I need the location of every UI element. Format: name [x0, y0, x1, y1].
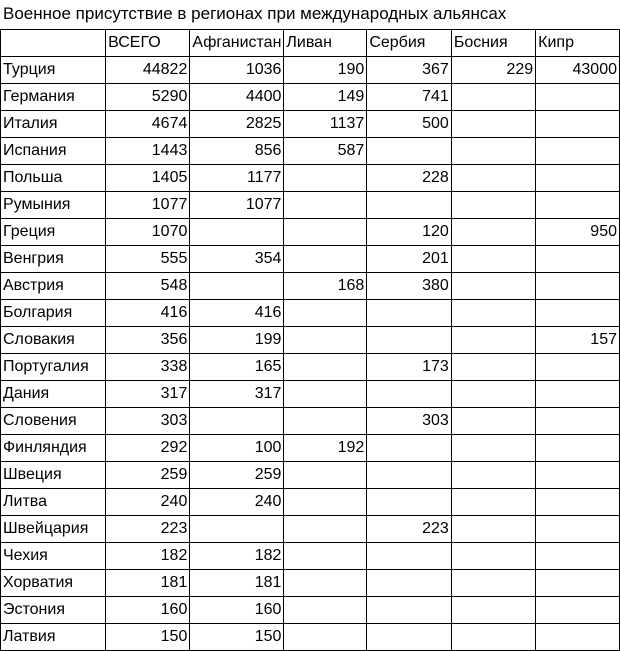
value-cell[interactable] — [284, 489, 367, 516]
table-row — [1, 489, 620, 516]
table-row — [1, 111, 620, 138]
value-cell[interactable]: 2825 — [190, 111, 284, 138]
value-cell[interactable] — [451, 165, 535, 192]
value-cell[interactable] — [536, 570, 620, 597]
value-cell[interactable] — [536, 300, 620, 327]
row-label-cell[interactable]: Болгария — [1, 300, 106, 327]
column-header[interactable]: Ливан — [284, 30, 367, 57]
value-cell[interactable] — [451, 489, 535, 516]
value-cell[interactable]: 181 — [190, 570, 284, 597]
value-cell[interactable] — [367, 435, 451, 462]
value-cell[interactable] — [536, 489, 620, 516]
row-label-cell[interactable]: Австрия — [1, 273, 106, 300]
row-label-cell[interactable]: Латвия — [1, 624, 106, 651]
table-row — [1, 246, 620, 273]
value-cell[interactable] — [367, 327, 451, 354]
value-cell[interactable]: 317 — [106, 381, 190, 408]
row-label-cell[interactable]: Румыния — [1, 192, 106, 219]
row-label-cell[interactable]: Португалия — [1, 354, 106, 381]
value-cell[interactable]: 229 — [451, 57, 535, 84]
value-cell[interactable]: 182 — [190, 543, 284, 570]
value-cell[interactable] — [284, 300, 367, 327]
value-cell[interactable] — [536, 597, 620, 624]
value-cell[interactable]: 1077 — [106, 192, 190, 219]
value-cell[interactable]: 201 — [367, 246, 451, 273]
value-cell[interactable] — [451, 462, 535, 489]
value-cell[interactable]: 149 — [284, 84, 367, 111]
value-cell[interactable]: 259 — [190, 462, 284, 489]
table-row — [1, 300, 620, 327]
row-label-cell[interactable]: Литва — [1, 489, 106, 516]
value-cell[interactable] — [536, 462, 620, 489]
table-row — [1, 219, 620, 246]
value-cell[interactable] — [451, 570, 535, 597]
value-cell[interactable] — [451, 597, 535, 624]
value-cell[interactable]: 356 — [106, 327, 190, 354]
value-cell[interactable]: 548 — [106, 273, 190, 300]
value-cell[interactable] — [284, 462, 367, 489]
column-header[interactable]: ВСЕГО — [106, 30, 190, 57]
row-label-cell[interactable]: Чехия — [1, 543, 106, 570]
row-label-cell[interactable]: Венгрия — [1, 246, 106, 273]
value-cell[interactable] — [367, 624, 451, 651]
value-cell[interactable]: 380 — [367, 273, 451, 300]
row-label-cell[interactable]: Испания — [1, 138, 106, 165]
value-cell[interactable]: 223 — [367, 516, 451, 543]
value-cell[interactable] — [367, 138, 451, 165]
value-cell[interactable] — [367, 597, 451, 624]
table-row — [1, 435, 620, 462]
value-cell[interactable] — [451, 192, 535, 219]
row-label-cell[interactable]: Швейцария — [1, 516, 106, 543]
value-cell[interactable]: 1077 — [190, 192, 284, 219]
value-cell[interactable]: 338 — [106, 354, 190, 381]
value-cell[interactable]: 856 — [190, 138, 284, 165]
row-label-cell[interactable]: Германия — [1, 84, 106, 111]
value-cell[interactable]: 43000 — [536, 57, 620, 84]
value-cell[interactable]: 1137 — [284, 111, 367, 138]
value-cell[interactable] — [190, 516, 284, 543]
table-row — [1, 57, 620, 84]
value-cell[interactable] — [451, 84, 535, 111]
value-cell[interactable]: 259 — [106, 462, 190, 489]
row-label-cell[interactable]: Словакия — [1, 327, 106, 354]
value-cell[interactable]: 100 — [190, 435, 284, 462]
value-cell[interactable] — [536, 543, 620, 570]
row-label-cell[interactable]: Италия — [1, 111, 106, 138]
value-cell[interactable]: 587 — [284, 138, 367, 165]
value-cell[interactable]: 192 — [284, 435, 367, 462]
value-cell[interactable] — [451, 246, 535, 273]
value-cell[interactable] — [367, 192, 451, 219]
value-cell[interactable]: 741 — [367, 84, 451, 111]
table-row — [1, 597, 620, 624]
value-cell[interactable] — [451, 435, 535, 462]
value-cell[interactable]: 950 — [536, 219, 620, 246]
value-cell[interactable] — [284, 246, 367, 273]
value-cell[interactable]: 150 — [190, 624, 284, 651]
value-cell[interactable] — [190, 408, 284, 435]
value-cell[interactable]: 5290 — [106, 84, 190, 111]
value-cell[interactable]: 165 — [190, 354, 284, 381]
value-cell[interactable]: 416 — [190, 300, 284, 327]
row-label-cell[interactable]: Словения — [1, 408, 106, 435]
value-cell[interactable] — [284, 408, 367, 435]
value-cell[interactable] — [536, 111, 620, 138]
value-cell[interactable]: 120 — [367, 219, 451, 246]
value-cell[interactable]: 1036 — [190, 57, 284, 84]
value-cell[interactable] — [367, 381, 451, 408]
value-cell[interactable] — [536, 408, 620, 435]
row-label-cell[interactable]: Греция — [1, 219, 106, 246]
value-cell[interactable] — [284, 354, 367, 381]
value-cell[interactable] — [451, 300, 535, 327]
value-cell[interactable] — [451, 111, 535, 138]
column-header[interactable]: Кипр — [536, 30, 620, 57]
value-cell[interactable]: 44822 — [106, 57, 190, 84]
row-label-cell[interactable]: Турция — [1, 57, 106, 84]
table-row — [1, 327, 620, 354]
value-cell[interactable]: 199 — [190, 327, 284, 354]
value-cell[interactable] — [451, 543, 535, 570]
value-cell[interactable] — [536, 246, 620, 273]
value-cell[interactable]: 367 — [367, 57, 451, 84]
value-cell[interactable] — [284, 219, 367, 246]
table-row — [1, 516, 620, 543]
value-cell[interactable]: 160 — [190, 597, 284, 624]
value-cell[interactable]: 4674 — [106, 111, 190, 138]
value-cell[interactable]: 1070 — [106, 219, 190, 246]
value-cell[interactable]: 416 — [106, 300, 190, 327]
table-row — [1, 84, 620, 111]
value-cell[interactable]: 1405 — [106, 165, 190, 192]
value-cell[interactable] — [536, 84, 620, 111]
value-cell[interactable]: 555 — [106, 246, 190, 273]
table-row — [1, 624, 620, 651]
value-cell[interactable]: 303 — [106, 408, 190, 435]
value-cell[interactable]: 157 — [536, 327, 620, 354]
value-cell[interactable] — [451, 354, 535, 381]
value-cell[interactable] — [284, 192, 367, 219]
value-cell[interactable] — [284, 570, 367, 597]
value-cell[interactable] — [536, 192, 620, 219]
value-cell[interactable] — [536, 165, 620, 192]
header-row — [1, 30, 620, 57]
value-cell[interactable]: 240 — [106, 489, 190, 516]
value-cell[interactable] — [367, 489, 451, 516]
value-cell[interactable]: 354 — [190, 246, 284, 273]
row-label-cell[interactable]: Хорватия — [1, 570, 106, 597]
value-cell[interactable] — [536, 354, 620, 381]
sheet-title: Военное присутствие в регионах при международных альянсах — [3, 4, 507, 23]
data-table — [0, 29, 620, 651]
value-cell[interactable]: 500 — [367, 111, 451, 138]
value-cell[interactable]: 150 — [106, 624, 190, 651]
value-cell[interactable]: 168 — [284, 273, 367, 300]
table-row — [1, 165, 620, 192]
table-row — [1, 354, 620, 381]
value-cell[interactable] — [367, 300, 451, 327]
value-cell[interactable] — [284, 381, 367, 408]
value-cell[interactable] — [536, 516, 620, 543]
row-label-cell[interactable]: Эстония — [1, 597, 106, 624]
value-cell[interactable] — [367, 462, 451, 489]
value-cell[interactable] — [284, 516, 367, 543]
value-cell[interactable] — [284, 624, 367, 651]
column-header[interactable]: Босния — [451, 30, 535, 57]
table-row — [1, 408, 620, 435]
value-cell[interactable]: 1177 — [190, 165, 284, 192]
row-label-cell[interactable]: Польша — [1, 165, 106, 192]
value-cell[interactable]: 303 — [367, 408, 451, 435]
table-row — [1, 381, 620, 408]
value-cell[interactable] — [284, 327, 367, 354]
value-cell[interactable]: 317 — [190, 381, 284, 408]
value-cell[interactable]: 228 — [367, 165, 451, 192]
table-row — [1, 138, 620, 165]
value-cell[interactable] — [451, 219, 535, 246]
table-row — [1, 192, 620, 219]
value-cell[interactable] — [284, 165, 367, 192]
table-row — [1, 273, 620, 300]
value-cell[interactable]: 173 — [367, 354, 451, 381]
value-cell[interactable] — [536, 435, 620, 462]
value-cell[interactable] — [284, 543, 367, 570]
value-cell[interactable]: 223 — [106, 516, 190, 543]
value-cell[interactable] — [451, 138, 535, 165]
value-cell[interactable]: 240 — [190, 489, 284, 516]
value-cell[interactable]: 292 — [106, 435, 190, 462]
column-header[interactable]: Сербия — [367, 30, 451, 57]
value-cell[interactable] — [451, 273, 535, 300]
value-cell[interactable] — [190, 219, 284, 246]
value-cell[interactable] — [190, 273, 284, 300]
value-cell[interactable]: 1443 — [106, 138, 190, 165]
value-cell[interactable] — [284, 597, 367, 624]
value-cell[interactable] — [536, 624, 620, 651]
value-cell[interactable]: 160 — [106, 597, 190, 624]
value-cell[interactable] — [536, 138, 620, 165]
row-label-cell[interactable]: Швеция — [1, 462, 106, 489]
table-row — [1, 543, 620, 570]
value-cell[interactable] — [451, 516, 535, 543]
value-cell[interactable] — [367, 570, 451, 597]
value-cell[interactable]: 4400 — [190, 84, 284, 111]
column-header[interactable]: Афганистан — [190, 30, 284, 57]
value-cell[interactable] — [451, 408, 535, 435]
value-cell[interactable] — [536, 381, 620, 408]
value-cell[interactable]: 181 — [106, 570, 190, 597]
value-cell[interactable]: 182 — [106, 543, 190, 570]
table-row — [1, 462, 620, 489]
row-label-cell[interactable]: Финляндия — [1, 435, 106, 462]
value-cell[interactable] — [536, 273, 620, 300]
value-cell[interactable] — [367, 543, 451, 570]
value-cell[interactable] — [451, 381, 535, 408]
column-header[interactable] — [1, 30, 106, 57]
value-cell[interactable]: 190 — [284, 57, 367, 84]
table-row — [1, 570, 620, 597]
value-cell[interactable] — [451, 327, 535, 354]
value-cell[interactable] — [451, 624, 535, 651]
row-label-cell[interactable]: Дания — [1, 381, 106, 408]
